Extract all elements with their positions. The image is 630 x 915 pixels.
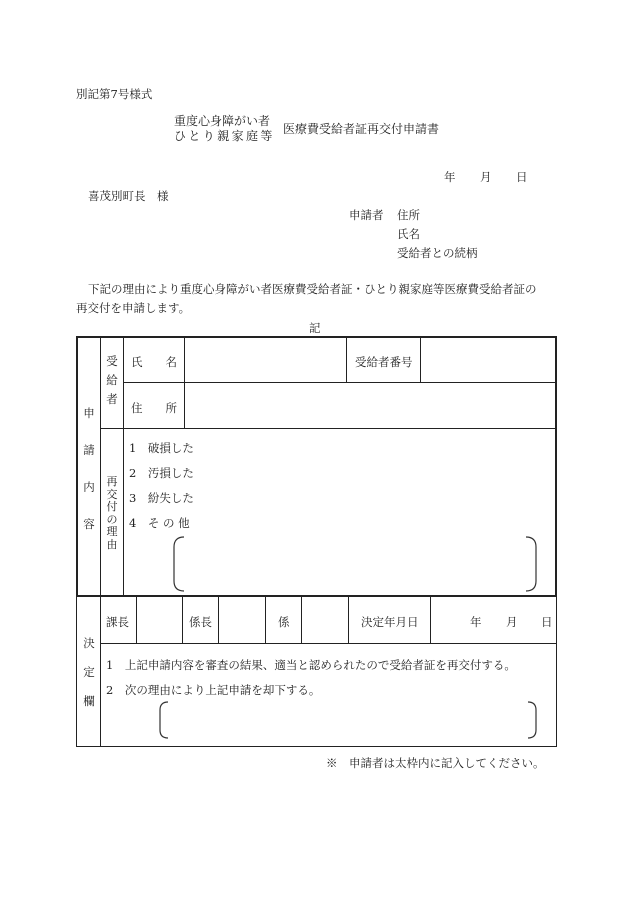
date-month: 月	[480, 170, 492, 184]
date-year: 年	[444, 170, 456, 184]
applicant-address-label: 住所	[397, 208, 420, 222]
kakari-label: 係	[278, 615, 290, 629]
reason-char-2: 付	[106, 500, 118, 513]
recipient-name-field[interactable]	[185, 339, 345, 381]
apply-side-char-2: 内	[83, 480, 95, 494]
recipient-number-label: 受給者番号	[355, 355, 413, 369]
reason-option-damaged[interactable]: 1 破損した	[129, 441, 194, 455]
reason-option-soiled[interactable]: 2 汚損した	[129, 466, 194, 480]
applicant-relation-label: 受給者との続柄	[397, 246, 478, 260]
apply-side-char-3: 容	[83, 517, 95, 531]
decision-date-month: 月	[506, 615, 518, 629]
date-day: 日	[516, 170, 528, 184]
kacho-stamp-field[interactable]	[137, 598, 181, 642]
recipient-char-1: 給	[106, 373, 118, 387]
decision-date-label: 決定年月日	[361, 615, 419, 629]
title-line1: 重度心身障がい者	[174, 114, 271, 128]
kakari-stamp-field[interactable]	[302, 598, 347, 642]
applicant-name-label: 氏名	[397, 227, 420, 241]
kakaricho-label: 係長	[189, 615, 212, 629]
reason-char-4: 理	[106, 525, 118, 538]
apply-side-char-0: 申	[83, 406, 95, 420]
body-text-line2: 再交付を申請します。	[76, 301, 191, 315]
kacho-label: 課長	[106, 615, 129, 629]
decision-side-char-0: 決	[83, 636, 95, 650]
recipient-address-field[interactable]	[185, 384, 554, 427]
footer-note: ※ 申請者は太枠内に記入してください。	[326, 756, 545, 770]
address-label: 住 所	[131, 401, 177, 415]
recipient-number-field[interactable]	[421, 339, 554, 381]
reason-char-0: 再	[106, 475, 118, 488]
reason-option-other[interactable]: 4 そ の 他	[129, 516, 190, 530]
other-reason-bracket[interactable]	[170, 535, 540, 595]
reason-char-1: 交	[106, 487, 118, 501]
ki-label: 記	[309, 321, 321, 335]
decision-side-char-1: 定	[83, 665, 95, 679]
apply-side-char-1: 請	[83, 443, 95, 457]
reason-option-lost[interactable]: 3 紛失した	[129, 491, 194, 505]
decision-date-year: 年	[470, 615, 482, 629]
decision-item-reject[interactable]: 2 次の理由により上記申請を却下する。	[106, 683, 321, 697]
recipient-char-2: 者	[106, 392, 118, 406]
decision-date-day: 日	[541, 615, 553, 629]
reason-char-3: の	[106, 512, 118, 526]
addressee: 喜茂別町長 様	[88, 189, 169, 203]
kakaricho-stamp-field[interactable]	[219, 598, 264, 642]
body-text-line1: 下記の理由により重度心身障がい者医療費受給者証・ひとり親家庭等医療費受給者証の	[88, 282, 537, 296]
decision-side-char-2: 欄	[83, 694, 95, 708]
title-line2: ひとり親家庭等	[174, 129, 275, 143]
reject-reason-bracket[interactable]	[156, 700, 540, 742]
applicant-label: 申請者	[349, 208, 384, 222]
name-label: 氏 名	[131, 355, 177, 369]
reason-label	[105, 476, 119, 551]
recipient-char-0: 受	[106, 354, 118, 368]
page-title: 医療費受給者証再交付申請書	[283, 122, 440, 136]
reason-char-5: 由	[106, 537, 118, 551]
form-number: 別記第7号様式	[76, 87, 153, 101]
decision-item-approve[interactable]: 1 上記申請内容を審査の結果、適当と認められたので受給者証を再交付する。	[106, 658, 516, 672]
